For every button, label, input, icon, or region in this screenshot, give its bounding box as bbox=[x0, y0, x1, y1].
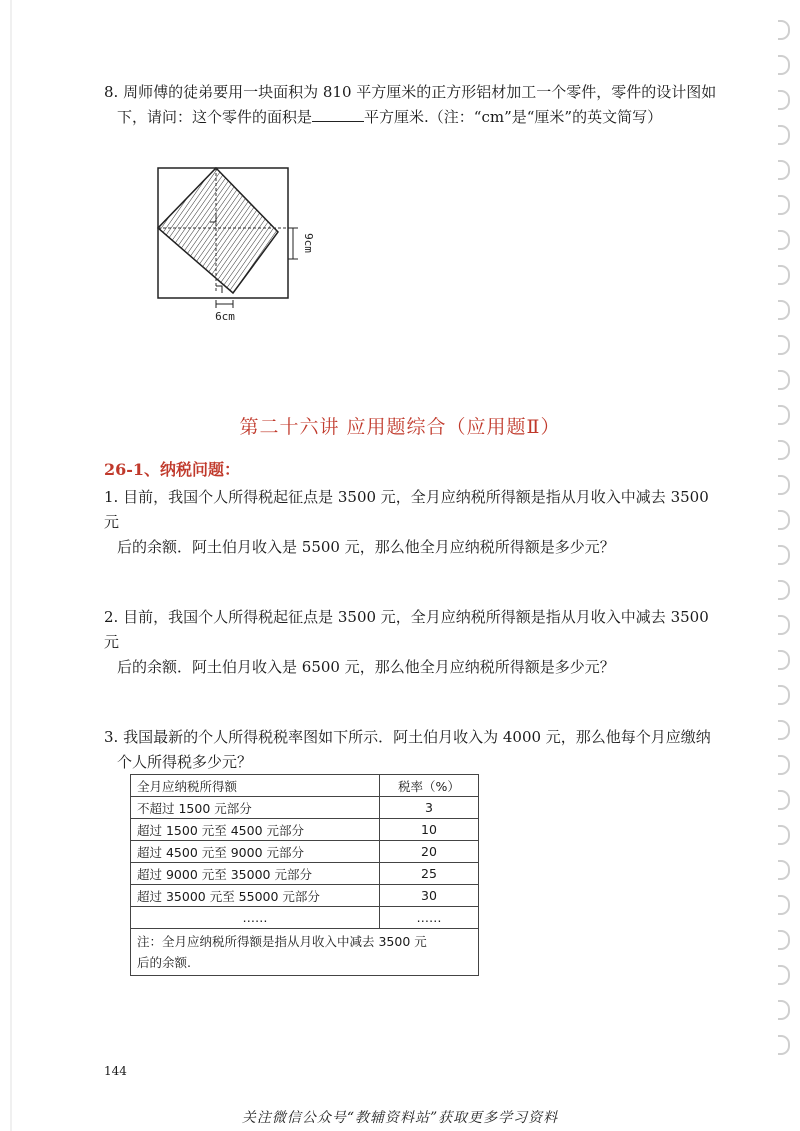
question-number: 2. bbox=[104, 608, 119, 626]
binder-ring bbox=[778, 475, 790, 495]
question-3 bbox=[104, 725, 724, 775]
question-number: 3. bbox=[104, 728, 119, 746]
row-rate: 3 bbox=[380, 797, 479, 819]
question-number: 8. bbox=[104, 83, 119, 101]
section-title: 26-1、纳税问题： bbox=[104, 460, 241, 479]
question-text-line2: 下，请问：这个零件的面积是 bbox=[117, 108, 313, 126]
binder-ring bbox=[778, 440, 790, 460]
table-note bbox=[131, 929, 479, 976]
note-line2: 后的余额. bbox=[137, 955, 191, 970]
table-row bbox=[131, 819, 479, 841]
note-line1: 注：全月应纳税所得额是指从月收入中减去 3500 元 bbox=[137, 934, 427, 949]
binder-ring bbox=[778, 370, 790, 390]
binder-ring bbox=[778, 55, 790, 75]
question-1 bbox=[104, 485, 724, 560]
binder-ring bbox=[778, 300, 790, 320]
figure-svg bbox=[150, 160, 320, 325]
footer-promo: 关注微信公众号“教辅资料站”获取更多学习资料 bbox=[241, 1110, 559, 1126]
label-6cm: 6cm bbox=[215, 310, 235, 323]
table-row bbox=[131, 907, 479, 929]
row-rate: 25 bbox=[380, 863, 479, 885]
question-text-line2: 个人所得税多少元？ bbox=[117, 753, 253, 771]
row-range: 超过 9000 元至 35000 元部分 bbox=[131, 863, 380, 885]
row-range: 超过 1500 元至 4500 元部分 bbox=[131, 819, 380, 841]
answer-blank[interactable] bbox=[312, 107, 364, 122]
binder-ring bbox=[778, 125, 790, 145]
binder-rings bbox=[772, 20, 800, 1070]
binder-ring bbox=[778, 20, 790, 40]
question-number: 1. bbox=[104, 488, 119, 506]
table-header-row bbox=[131, 775, 479, 797]
header-rate: 税率（%） bbox=[380, 775, 479, 797]
binder-ring bbox=[778, 965, 790, 985]
binder-ring bbox=[778, 650, 790, 670]
binder-ring bbox=[778, 720, 790, 740]
binder-ring bbox=[778, 895, 790, 915]
binder-ring bbox=[778, 510, 790, 530]
binder-ring bbox=[778, 615, 790, 635]
question-text: 目前，我国个人所得税起征点是 3500 元，全月应纳税所得额是指从月收入中减去 3500 元 bbox=[104, 488, 709, 531]
binder-ring bbox=[778, 685, 790, 705]
table-note-row bbox=[131, 929, 479, 976]
question-text: 我国最新的个人所得税税率图如下所示．阿土伯月收入为 4000 元，那么他每个月应缴纳 bbox=[123, 728, 711, 746]
question-8 bbox=[104, 80, 724, 130]
header-income: 全月应纳税所得额 bbox=[131, 775, 380, 797]
table-row bbox=[131, 863, 479, 885]
row-range: 不超过 1500 元部分 bbox=[131, 797, 380, 819]
page-edge bbox=[10, 0, 12, 1131]
row-rate: 20 bbox=[380, 841, 479, 863]
tax-rate-table bbox=[130, 774, 479, 976]
question-text-line2: 后的余额．阿土伯月收入是 5500 元，那么他全月应纳税所得额是多少元？ bbox=[117, 538, 615, 556]
question-text: 目前，我国个人所得税起征点是 3500 元，全月应纳税所得额是指从月收入中减去 3500 元 bbox=[104, 608, 709, 651]
question-text: 周师傅的徒弟要用一块面积为 810 平方厘米的正方形铝材加工一个零件，零件的设计图如 bbox=[123, 83, 717, 101]
row-rate: 30 bbox=[380, 885, 479, 907]
binder-ring bbox=[778, 195, 790, 215]
binder-ring bbox=[778, 1000, 790, 1020]
question-text-line2-end: 平方厘米.（注：“cm”是“厘米”的英文简写） bbox=[364, 108, 663, 126]
binder-ring bbox=[778, 1035, 790, 1055]
binder-ring bbox=[778, 90, 790, 110]
right-angle-mark-bottom bbox=[216, 286, 222, 293]
row-rate: …… bbox=[380, 907, 479, 929]
lecture-title: 第二十六讲 应用题综合（应用题Ⅱ） bbox=[239, 416, 561, 438]
shaded-part bbox=[158, 168, 278, 293]
question-2 bbox=[104, 605, 724, 680]
question-text-line2: 后的余额．阿土伯月收入是 6500 元，那么他全月应纳税所得额是多少元？ bbox=[117, 658, 615, 676]
binder-ring bbox=[778, 580, 790, 600]
page-number: 144 bbox=[104, 1064, 127, 1078]
binder-ring bbox=[778, 160, 790, 180]
binder-ring bbox=[778, 335, 790, 355]
binder-ring bbox=[778, 825, 790, 845]
binder-ring bbox=[778, 790, 790, 810]
table-row bbox=[131, 797, 479, 819]
label-9cm: 9cm bbox=[302, 233, 315, 253]
row-range: …… bbox=[131, 907, 380, 929]
binder-ring bbox=[778, 755, 790, 775]
binder-ring bbox=[778, 230, 790, 250]
binder-ring bbox=[778, 265, 790, 285]
binder-ring bbox=[778, 930, 790, 950]
table-row bbox=[131, 885, 479, 907]
row-range: 超过 4500 元至 9000 元部分 bbox=[131, 841, 380, 863]
binder-ring bbox=[778, 860, 790, 880]
table-row bbox=[131, 841, 479, 863]
row-range: 超过 35000 元至 55000 元部分 bbox=[131, 885, 380, 907]
row-rate: 10 bbox=[380, 819, 479, 841]
binder-ring bbox=[778, 545, 790, 565]
part-design-figure bbox=[150, 160, 320, 325]
